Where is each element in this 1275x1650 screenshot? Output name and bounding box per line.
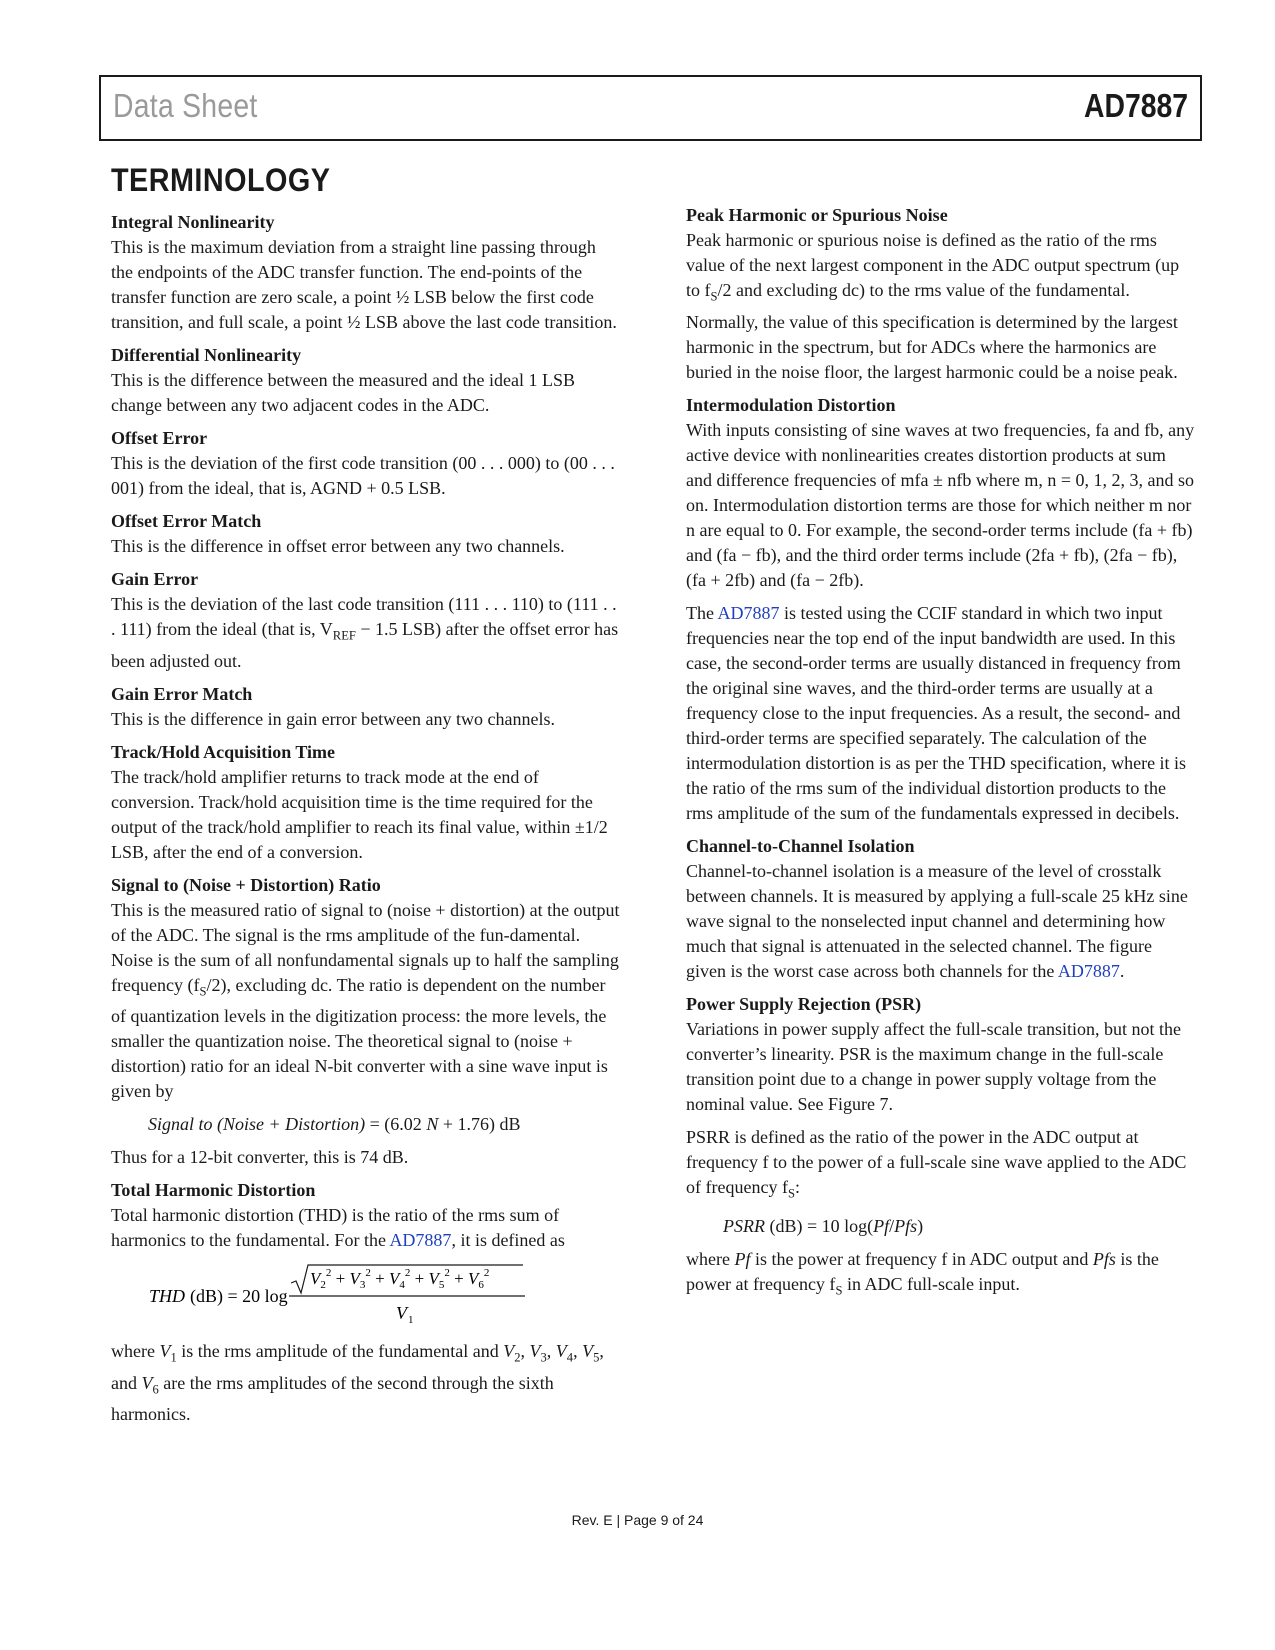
term-text: where Pf is the power at frequency f in ADC output and Pfs is the power at frequency $f_S$ in ADC full-scale input. <box>686 1249 1159 1298</box>
ad7887-link[interactable]: AD7887 <box>1057 960 1120 981</box>
term-text: Peak harmonic or spurious noise is defined as the ratio of the rms value of the next largest component in the ADC output spectrum (up to $f_S/2$ and excluding dc) to the rms value of the fundamental. Normally, the value of this specification is determined by the largest harmonic in the spectrum, but for ADCs where the harmonics are buried in the noise floor, the largest harmonic could be a noise peak. <box>686 230 1180 382</box>
term-text: This is the deviation of the last code transition (111 . . . 110) to (111 . . . 111) from the ideal (that is, $V_{REF} - 1.5$ LSB) after the offset error has been adjusted out. <box>111 594 619 671</box>
thd-lhs: THD <box>149 1286 186 1307</box>
term-title: Differential Nonlinearity <box>111 345 302 365</box>
left-column <box>111 210 621 1435</box>
header-part-number: AD7887 <box>1083 87 1188 124</box>
section-title: TERMINOLOGY <box>111 162 331 198</box>
term-title: Channel-to-Channel Isolation <box>686 835 915 856</box>
term-title: Peak Harmonic or Spurious Noise <box>686 205 948 225</box>
term-title: Gain Error Match <box>111 683 253 704</box>
thd-equation-graphic <box>111 1261 531 1331</box>
thd-denominator: V <box>396 1303 407 1324</box>
term-sinad <box>111 873 621 1171</box>
term-text: where $V_1$ is the rms amplitude of the fundamental and $V_2$, $V_3$, $V_4$, $V_5$, and $V_6$ are the rms amplitudes of the second through the sixth harmonics. <box>111 1341 604 1425</box>
term-title: Offset Error Match <box>111 511 262 531</box>
term-offset-error <box>111 426 621 501</box>
term-title: Signal to (Noise + Distortion) Ratio <box>111 874 381 895</box>
term-power-supply-rejection <box>686 992 1196 1304</box>
term-thd <box>111 1178 621 1427</box>
term-text: This is the measured ratio of signal to (noise + distortion) at the output of the ADC. The signal is the rms amplitude of the fun-damental. Noise is the sum of all nonfundamental signals up to half the sampling frequency $(f_S/2)$, excluding dc. The ratio is dependent on the number of quantization levels in the digitization process: the more levels, the smaller the quantization noise. The theoretical signal to (noise + distortion) ratio for an ideal N-bit converter with a sine wave input is given by <box>111 899 620 1102</box>
term-channel-isolation <box>686 834 1196 984</box>
term-text: This is the difference in gain error between any two channels. <box>111 708 556 729</box>
term-gain-error-match <box>111 682 621 732</box>
term-text: Channel-to-channel isolation is a measure of the level of crosstalk between channels. It is measured by applying a full-scale 25 kHz sine wave signal to the nonselected input channel and determining how much that signal is attenuated in the selected channel. The figure given is the worst case across both channels for the AD7887. <box>686 860 1188 981</box>
thd-equation <box>111 1261 621 1331</box>
term-text: The AD7887 is tested using the CCIF standard in which two input frequencies near the top end of the input bandwidth are used. In this case, the second-order terms are usually distanced in frequency from the original sine waves, and the third-order terms are usually at a frequency close to the input frequencies. As a result, the second- and third-order terms are specified separately. The calculation of the intermodulation distortion is as per the THD specification, where it is the ratio of the rms sum of the individual distortion products to the rms amplitude of the sum of the fundamentals expressed in decibels. <box>686 602 1187 823</box>
term-title: Integral Nonlinearity <box>111 212 275 232</box>
term-track-hold-acquisition-time <box>111 740 621 865</box>
ad7887-link[interactable]: AD7887 <box>717 602 780 623</box>
term-text: Total harmonic distortion (THD) is the ratio of the rms sum of harmonics to the fundamental. For the AD7887, it is defined as <box>111 1205 565 1251</box>
term-text: This is the difference in offset error between any two channels. <box>111 536 565 556</box>
term-title: Power Supply Rejection (PSR) <box>686 993 922 1014</box>
term-text: This is the difference between the measured and the ideal 1 LSB change between any two adjacent codes in the ADC. <box>111 370 576 415</box>
term-offset-error-match <box>111 509 621 559</box>
term-title: Total Harmonic Distortion <box>111 1180 316 1201</box>
thd-mid: (dB) = 20 log <box>190 1286 288 1307</box>
term-text: Thus for a 12-bit converter, this is 74 dB. <box>111 1147 409 1168</box>
psrr-equation: PSRR (dB) = 10 log(Pf/Pfs) <box>723 1216 924 1237</box>
right-column <box>686 203 1196 1312</box>
term-peak-harmonic <box>686 203 1196 385</box>
term-text: The track/hold amplifier returns to track mode at the end of conversion. Track/hold acquisition time is the time required for the output of the track/hold amplifier to reach its final value, within ±1/2 LSB, after the end of a conversion. <box>111 766 608 862</box>
page-footer: Rev. E | Page 9 of 24 <box>571 1512 704 1528</box>
term-text: This is the deviation of the first code transition (00 . . . 000) to (00 . . . 001) from the ideal, that is, AGND + 0.5 LSB. <box>111 453 615 498</box>
term-intermodulation-distortion <box>686 393 1196 826</box>
thd-numerator: $V_2^2 + V_3^2 + V_4^2 + V_5^2 + V_6^2$ <box>310 1267 490 1292</box>
term-gain-error <box>111 567 621 674</box>
term-text: Variations in power supply affect the full-scale transition, but not the converter’s linearity. PSR is the maximum change in the full-scale transition point due to a change in power supply voltage from the nominal value. See Figure 7. <box>686 1018 1182 1114</box>
sinad-equation: Signal to (Noise + Distortion) = (6.02 N + 1.76) dB <box>148 1114 521 1135</box>
ad7887-link[interactable]: AD7887 <box>389 1230 452 1251</box>
term-text: PSRR is defined as the ratio of the power in the ADC output at frequency f to the power of a full-scale sine wave applied to the ADC of frequency $f_S$: <box>686 1126 1187 1201</box>
term-title: Track/Hold Acquisition Time <box>111 741 336 762</box>
term-text: This is the maximum deviation from a straight line passing through the endpoints of the ADC transfer function. The end-points of the transfer function are zero scale, a point ½ LSB below the first code transition, and full scale, a point ½ LSB above the last code transition. <box>111 237 617 332</box>
header-doc-type: Data Sheet <box>113 87 258 124</box>
term-title: Gain Error <box>111 569 199 589</box>
term-title: Offset Error <box>111 428 208 448</box>
page-header <box>99 75 1202 141</box>
term-integral-nonlinearity <box>111 210 621 335</box>
thd-denominator-sub: 1 <box>408 1314 414 1327</box>
term-title: Intermodulation Distortion <box>686 394 896 415</box>
term-differential-nonlinearity <box>111 343 621 418</box>
term-text: With inputs consisting of sine waves at two frequencies, fa and fb, any active device with nonlinearities creates distortion products at sum and difference frequencies of mfa ± nfb where m, n = 0, 1, 2, 3, and so on. Intermodulation distortion terms are those for which neither m nor n are equal to 0. For example, the second-order terms include (fa + fb) and (fa − fb), and the third order terms include (2fa + fb), (2fa − fb), (fa + 2fb) and (fa − 2fb). <box>686 419 1195 590</box>
